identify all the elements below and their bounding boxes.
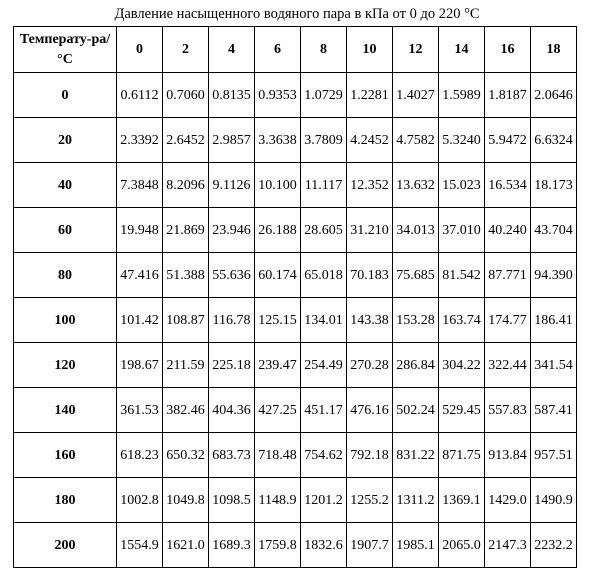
table-cell: 1311.2 — [393, 478, 439, 523]
table-cell: 10.100 — [255, 163, 301, 208]
table-cell: 304.22 — [439, 343, 485, 388]
table-cell: 19.948 — [117, 208, 163, 253]
table-cell: 754.62 — [301, 433, 347, 478]
row-header: 0 — [14, 73, 117, 118]
table-row — [14, 388, 577, 433]
table-cell: 502.24 — [393, 388, 439, 433]
table-cell: 718.48 — [255, 433, 301, 478]
table-cell: 23.946 — [209, 208, 255, 253]
table-cell: 125.15 — [255, 298, 301, 343]
table-title: Давление насыщенного водяного пара в кПа от 0 до 220 °C — [114, 6, 480, 22]
column-header: 4 — [209, 27, 255, 73]
table-cell: 70.183 — [347, 253, 393, 298]
table-cell: 476.16 — [347, 388, 393, 433]
table-cell: 8.2096 — [163, 163, 209, 208]
row-header: 160 — [14, 433, 117, 478]
column-header: 0 — [117, 27, 163, 73]
row-header: 100 — [14, 298, 117, 343]
table-header-row — [14, 27, 577, 73]
table-cell: 26.188 — [255, 208, 301, 253]
table-cell: 382.46 — [163, 388, 209, 433]
table-cell: 1907.7 — [347, 523, 393, 568]
table-cell: 1.8187 — [485, 73, 531, 118]
column-header: 12 — [393, 27, 439, 73]
table-cell: 1832.6 — [301, 523, 347, 568]
table-row — [14, 343, 577, 388]
column-header: 8 — [301, 27, 347, 73]
table-cell: 134.01 — [301, 298, 347, 343]
table-row — [14, 478, 577, 523]
table-cell: 1148.9 — [255, 478, 301, 523]
table-cell: 2.0646 — [531, 73, 577, 118]
table-cell: 9.1126 — [209, 163, 255, 208]
row-header: 120 — [14, 343, 117, 388]
table-cell: 5.3240 — [439, 118, 485, 163]
table-cell: 913.84 — [485, 433, 531, 478]
table-cell: 683.73 — [209, 433, 255, 478]
table-cell: 427.25 — [255, 388, 301, 433]
table-cell: 5.9472 — [485, 118, 531, 163]
table-cell: 0.9353 — [255, 73, 301, 118]
table-cell: 322.44 — [485, 343, 531, 388]
table-cell: 1621.0 — [163, 523, 209, 568]
table-row — [14, 433, 577, 478]
table-cell: 3.3638 — [255, 118, 301, 163]
table-cell: 55.636 — [209, 253, 255, 298]
table-cell: 153.28 — [393, 298, 439, 343]
table-cell: 13.632 — [393, 163, 439, 208]
table-cell: 618.23 — [117, 433, 163, 478]
table-cell: 1.5989 — [439, 73, 485, 118]
table-cell: 0.8135 — [209, 73, 255, 118]
table-cell: 529.45 — [439, 388, 485, 433]
table-cell: 40.240 — [485, 208, 531, 253]
table-cell: 0.7060 — [163, 73, 209, 118]
table-cell: 361.53 — [117, 388, 163, 433]
table-cell: 1201.2 — [301, 478, 347, 523]
table-cell: 108.87 — [163, 298, 209, 343]
table-cell: 60.174 — [255, 253, 301, 298]
table-row — [14, 118, 577, 163]
table-cell: 270.28 — [347, 343, 393, 388]
row-header: 20 — [14, 118, 117, 163]
table-cell: 18.173 — [531, 163, 577, 208]
row-header: 40 — [14, 163, 117, 208]
table-cell: 650.32 — [163, 433, 209, 478]
table-cell: 792.18 — [347, 433, 393, 478]
table-cell: 225.18 — [209, 343, 255, 388]
table-cell: 47.416 — [117, 253, 163, 298]
table-cell: 1.4027 — [393, 73, 439, 118]
table-cell: 1689.3 — [209, 523, 255, 568]
table-cell: 116.78 — [209, 298, 255, 343]
column-header: 10 — [347, 27, 393, 73]
row-header: 200 — [14, 523, 117, 568]
table-cell: 2.6452 — [163, 118, 209, 163]
table-cell: 1.0729 — [301, 73, 347, 118]
table-cell: 957.51 — [531, 433, 577, 478]
table-cell: 1369.1 — [439, 478, 485, 523]
table-cell: 7.3848 — [117, 163, 163, 208]
table-cell: 211.59 — [163, 343, 209, 388]
table-cell: 341.54 — [531, 343, 577, 388]
table-cell: 2.9857 — [209, 118, 255, 163]
table-cell: 3.7809 — [301, 118, 347, 163]
table-cell: 2.3392 — [117, 118, 163, 163]
table-cell: 587.41 — [531, 388, 577, 433]
table-cell: 1002.8 — [117, 478, 163, 523]
table-cell: 12.352 — [347, 163, 393, 208]
row-header: 60 — [14, 208, 117, 253]
table-cell: 1554.9 — [117, 523, 163, 568]
table-cell: 174.77 — [485, 298, 531, 343]
column-header: 14 — [439, 27, 485, 73]
table-cell: 1255.2 — [347, 478, 393, 523]
table-cell: 404.36 — [209, 388, 255, 433]
table-cell: 143.38 — [347, 298, 393, 343]
table-cell: 0.6112 — [117, 73, 163, 118]
table-cell: 1.2281 — [347, 73, 393, 118]
table-cell: 163.74 — [439, 298, 485, 343]
corner-header: Температу-ра/°C — [14, 27, 117, 73]
table-cell: 186.41 — [531, 298, 577, 343]
column-header: 2 — [163, 27, 209, 73]
table-cell: 16.534 — [485, 163, 531, 208]
table-cell: 871.75 — [439, 433, 485, 478]
table-cell: 2147.3 — [485, 523, 531, 568]
table-cell: 1429.0 — [485, 478, 531, 523]
column-header: 6 — [255, 27, 301, 73]
column-header: 16 — [485, 27, 531, 73]
row-header: 140 — [14, 388, 117, 433]
table-cell: 31.210 — [347, 208, 393, 253]
table-body — [14, 73, 577, 568]
table-cell: 37.010 — [439, 208, 485, 253]
table-row — [14, 73, 577, 118]
table-cell: 2232.2 — [531, 523, 577, 568]
table-cell: 1098.5 — [209, 478, 255, 523]
table-cell: 65.018 — [301, 253, 347, 298]
table-row — [14, 523, 577, 568]
table-cell: 94.390 — [531, 253, 577, 298]
table-cell: 81.542 — [439, 253, 485, 298]
table-cell: 831.22 — [393, 433, 439, 478]
table-row — [14, 163, 577, 208]
row-header: 80 — [14, 253, 117, 298]
table-cell: 2065.0 — [439, 523, 485, 568]
column-header: 18 — [531, 27, 577, 73]
table-cell: 15.023 — [439, 163, 485, 208]
table-row — [14, 253, 577, 298]
table-cell: 451.17 — [301, 388, 347, 433]
table-cell: 239.47 — [255, 343, 301, 388]
vapor-pressure-table — [13, 26, 577, 568]
table-cell: 51.388 — [163, 253, 209, 298]
table-cell: 557.83 — [485, 388, 531, 433]
table-cell: 11.117 — [301, 163, 347, 208]
table-cell: 254.49 — [301, 343, 347, 388]
table-row — [14, 298, 577, 343]
table-cell: 4.2452 — [347, 118, 393, 163]
table-cell: 198.67 — [117, 343, 163, 388]
table-cell: 101.42 — [117, 298, 163, 343]
table-cell: 1490.9 — [531, 478, 577, 523]
table-cell: 75.685 — [393, 253, 439, 298]
table-cell: 1985.1 — [393, 523, 439, 568]
table-cell: 21.869 — [163, 208, 209, 253]
table-cell: 4.7582 — [393, 118, 439, 163]
table-cell: 286.84 — [393, 343, 439, 388]
table-row — [14, 208, 577, 253]
table-cell: 87.771 — [485, 253, 531, 298]
table-cell: 43.704 — [531, 208, 577, 253]
table-cell: 1759.8 — [255, 523, 301, 568]
table-cell: 6.6324 — [531, 118, 577, 163]
table-cell: 28.605 — [301, 208, 347, 253]
table-cell: 1049.8 — [163, 478, 209, 523]
row-header: 180 — [14, 478, 117, 523]
table-cell: 34.013 — [393, 208, 439, 253]
